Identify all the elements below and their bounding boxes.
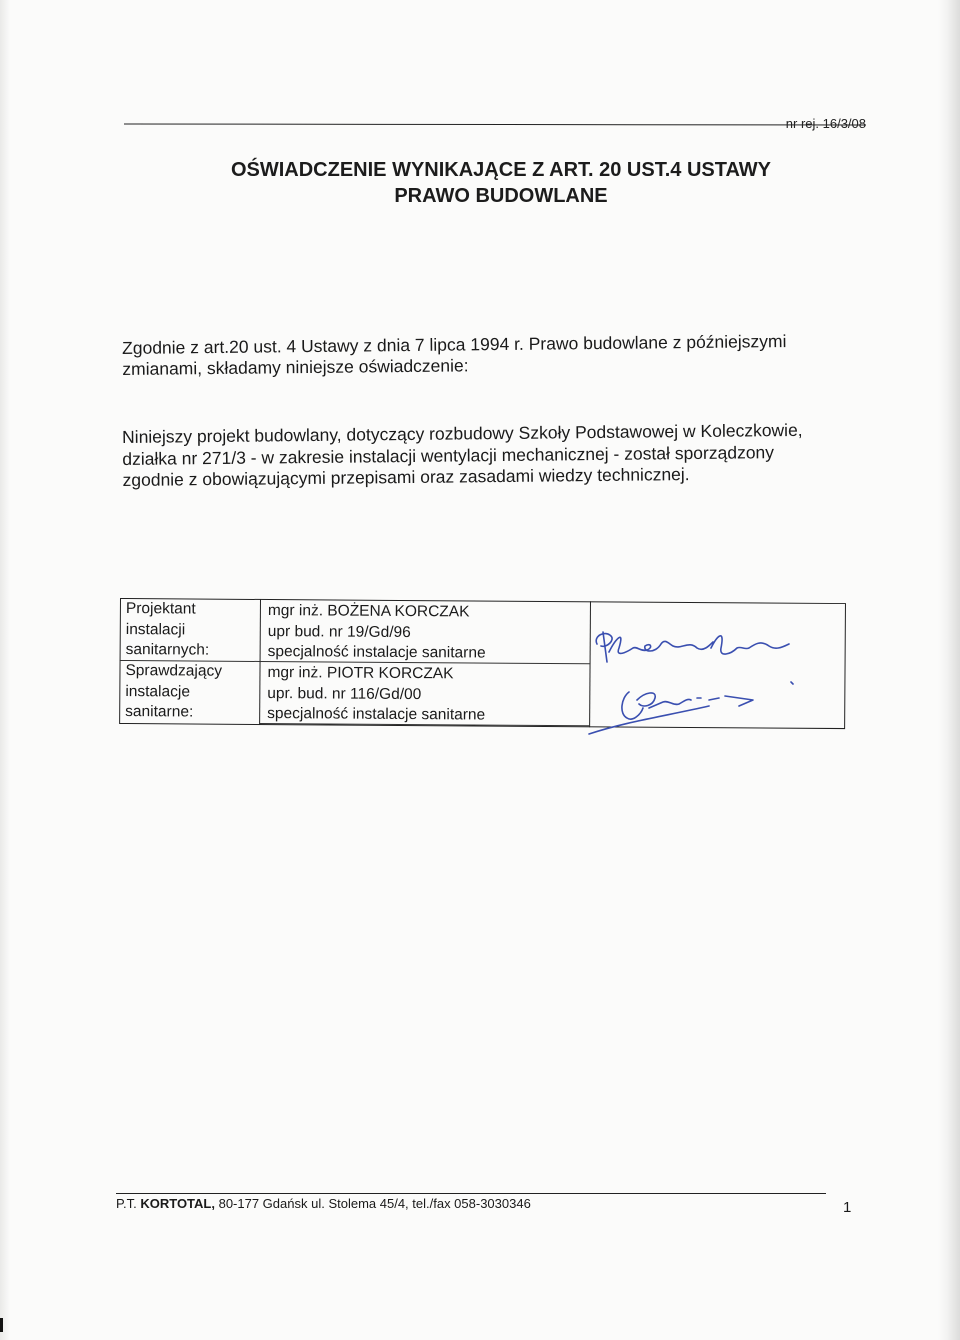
checker-details-cell bbox=[267, 663, 485, 726]
designer-specialty: specjalność instalacje sanitarne bbox=[267, 643, 486, 662]
checker-role-cell bbox=[125, 661, 222, 723]
intro-paragraph bbox=[122, 330, 872, 380]
designer-name: mgr inż. BOŻENA KORCZAK bbox=[267, 602, 470, 621]
footer-address-text: 80-177 Gdańsk ul. Stolema 45/4, tel./fax 058-3030346 bbox=[218, 1196, 531, 1211]
checker-signature bbox=[622, 682, 793, 719]
scan-edge-shadow-right bbox=[938, 0, 960, 1340]
designer-role-cell bbox=[126, 599, 210, 661]
checker-role-line-3: sanitarne: bbox=[125, 703, 194, 721]
designer-license: upr bud. nr 19/Gd/96 bbox=[267, 622, 411, 641]
designer-role-line-1: Projektant bbox=[125, 600, 196, 618]
header-rule bbox=[124, 123, 866, 125]
page-number: 1 bbox=[843, 1199, 852, 1216]
statement-line-2: działka nr 271/3 - w zakresie instalacji wentylacji mechanicznej - został sporządzony bbox=[122, 441, 775, 469]
checker-signature-underline bbox=[589, 706, 709, 734]
checker-role-line-1: Sprawdzający bbox=[125, 662, 223, 680]
checker-role-line-2: instalacje bbox=[125, 682, 191, 700]
intro-line-1: Zgodnie z art.20 ust. 4 Ustawy z dnia 7 lipca 1994 r. Prawo budowlane z późniejszymi bbox=[122, 331, 787, 358]
footer-rule bbox=[116, 1193, 826, 1194]
footer-company: KORTOTAL, bbox=[140, 1196, 215, 1211]
document-title bbox=[196, 157, 806, 209]
checker-license: upr. bud. nr 116/Gd/00 bbox=[267, 684, 422, 703]
title-line-2: PRAWO BUDOWLANE bbox=[394, 185, 608, 207]
statement-paragraph bbox=[122, 419, 883, 491]
footer-prefix: P.T. bbox=[116, 1196, 137, 1211]
registration-number: nr rej. 16/3/08 bbox=[785, 116, 866, 131]
scan-edge-shadow-left bbox=[0, 0, 10, 1340]
handwritten-signatures bbox=[585, 618, 830, 738]
scan-corner-mark bbox=[0, 1318, 3, 1332]
statement-line-1: Niniejszy projekt budowlany, dotyczący rozbudowy Szkoły Podstawowej w Koleczkowie, bbox=[122, 419, 803, 447]
designer-role-line-2: instalacji bbox=[125, 620, 186, 638]
checker-name: mgr inż. PIOTR KORCZAK bbox=[267, 664, 454, 683]
checker-specialty: specjalność instalacje sanitarne bbox=[267, 705, 486, 724]
title-line-1: OŚWIADCZENIE WYNIKAJĄCE Z ART. 20 UST.4 USTAWY bbox=[230, 159, 772, 181]
footer-address bbox=[116, 1196, 531, 1211]
designer-details-cell bbox=[268, 601, 486, 664]
designer-signature bbox=[596, 632, 789, 662]
statement-line-3: zgodnie z obowiązującymi przepisami oraz zasadami wiedzy technicznej. bbox=[122, 464, 690, 490]
designer-role-line-3: sanitarnych: bbox=[125, 641, 210, 659]
intro-line-2: zmianami, składamy niniejsze oświadczenie: bbox=[122, 355, 469, 379]
